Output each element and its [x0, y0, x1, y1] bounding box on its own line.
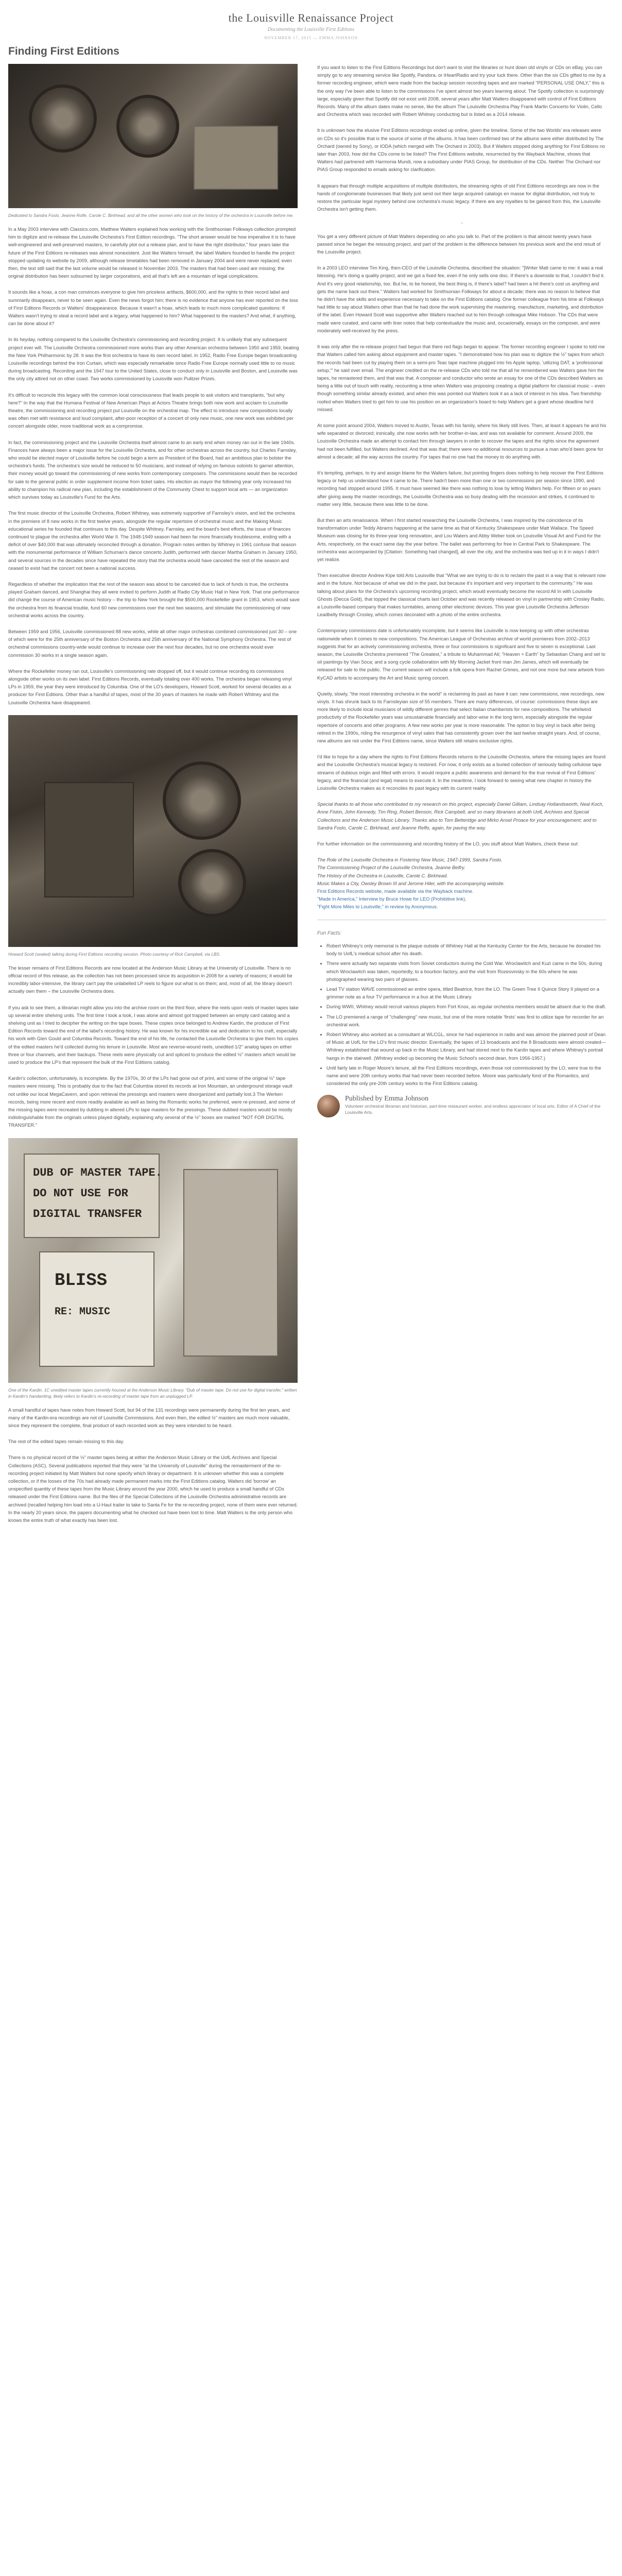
- fun-fact-item: • Lead TV station WAVE commissioned an entire opera, titled Beatrice, from the LO. The Green Tree II Quince Story II played on a grimmer note as a four TV performance in a bus at the Music Library.: [326, 986, 607, 1001]
- tape-box-handwriting: BLISS: [55, 1270, 108, 1291]
- paragraph: There is no physical record of the ½" master tapes being at either the Anderson Music Library or the UofL Archives and Special Collections (ASC). Several publications reported that they were "at the University of Louisville" during the remasterment of the re-recording project initiated by Matt Walters but none specify which library or department. It is unknown whether this was a complete collection, or if the losses of the 70s had already made permanent marks into the First Editions catalog. Walters did 'borrow' an unspecified quantity of these tapes from the Music Library around the year 2000, which he used to produce a small handful of CDs released under the First Editions name. But the files of the Special Collections of the Louisville Orchestra administrative records are archived (recalled helping him load into a U-Haul trailer to take to Santa Fe for the re-recording project, none of them were ever returned. In the nearly 20 years since, the papers documenting what he checked out have been lost to time. Matt Walters is the only person who knows the entire truth of what exactly has been lost.: [8, 1455, 298, 1523]
- paragraph: It's tempting, perhaps, to try and assign blame for the Walters failure, but pointing fingers does nothing to help recover the First Editions legacy or help us understand how it came to be. There hadn't been more than one or two commissions per season since 1990, and recording had stopped around 1995. It must have seemed like there was nothing to lose by letting Walters help. For fifteen or so years after giving away the master recordings, the Louisville Orchestra was so busy dealing with the recession and strikes, it continued to matter very little, because there was little to be done.: [317, 470, 603, 507]
- fun-fact-item: • Until fairly late in Roger Moore's tenure, all the First Editions recordings, even those not commissioned by the LO, were true to the name and were 20th century works that had never been recorded before. Moore was particularly fond of the Romantics, and considered the only pre-20th century works to the First Editions catalog.: [326, 1064, 607, 1088]
- paragraph: In a May 2003 interview with Classics.com, Matthew Walters explained how working with the Smithsonian Folkways collection prompted him to digitize and re-release the Louisville Orchestra's First Edition recordings. "The short answer would be how imperative it is to have well-engineered and well-preserved masters, to carefully plot out a release plan, and to have the right distributor," four years later the future of the First Editions re-releases was almost nonexistent. Just like Walters himself, the label Walters founded to handle the project stopped updating its website by 2009, although release timetables had been removed in January 2004 and were never replaced; even then, the text still said that the last volume would be released in November 2003. The masters that had been used are missing; the original distribution has been subsumed by larger corporations, and all that's left are a mountain of legal complications.: [8, 227, 296, 279]
- fun-facts-list: [317, 942, 607, 1088]
- further-reading-list: [317, 856, 607, 911]
- tape-machine-image: [194, 126, 278, 190]
- tape-box-handwriting: DIGITAL TRANSFER: [33, 1207, 142, 1221]
- tape-box-handwriting: DO NOT USE FOR: [33, 1187, 128, 1200]
- fun-fact-item: • Robert Whitney's only memorial is the plaque outside of Whitney Hall at the Kentucky Center for the Arts, because he donated his body to UofL's medical school after his death.: [326, 942, 607, 958]
- reading-item: The Commissioning Project of the Louisville Orchestra, Jeanne Belfry.: [317, 865, 465, 871]
- reading-item: The Role of the Louisville Orchestra in Fostering New Music, 1947-1999, Sandra Foslo.: [317, 857, 503, 863]
- reading-item: The History of the Orchestra in Louisville, Carole C. Birkhead.: [317, 873, 448, 878]
- paragraph: A small handful of tapes have notes from Howard Scott, but 94 of the 131 recordings were permanently during the first ten years, and many of the Kardin-era recordings are not of Louisville Commissions. And even then, the edited ½" masters are much more valuable, since they represent the complete, final product of each recorded work as they were intended to be heard.: [8, 1407, 290, 1429]
- paragraph: Regardless of whether the implication that the rest of the season was about to be canceled due to lack of funds is true, the orchestra played Graham danced, and Shanghai they all were invited to perform Judith at Radio City Music Hall in New York. That one performance did change the course of American music history – the trip to New York brought the $500,000 Rockefeller grant in 1953, which would save the orchestra from its financial trouble, fund 60 new commissions over the next two seasons, and stimulate the commissioning of new orchestral works across the country.: [8, 581, 300, 618]
- paragraph: Contemporary commissions date is unfortunately incomplete, but it seems like Louisville is now keeping up with other orchestras nationwide when it comes to new compositions. The American League of Orchestras archive of world premieres from 2002–2013 suggests that for an actively commissioning orchestra, three or four commissions is significant and five to seven is exceptional. Last season, the Louisville Orchestra premiered "The Greatest," a tribute to Muhammad Ali; "Heaven + Earth" by Sebastian Chang and set to oil paintings by Vian Soca; and a song cycle collaboration with My Morning Jacket front man Jim James, which will eventually be released for sale to the public. The current season will include a folk opera from Rachel Grimes, and not one more but new artwork from KyCAD artists to accompany the Art and Music spring concert.: [317, 628, 606, 681]
- paragraph: The lesser remains of First Editions Records are now located at the Anderson Music Library at the University of Louisville. There is no official record of this release, as the collection has not been processed since its acquisition in 2008 for a variety of reasons; it would be incredibly labor-intensive, the library can't pay the unlabelled LP reels to figure out what is on them; and, most of all, the library doesn't actually own them – the Louisville Orchestra does.: [8, 965, 292, 994]
- fun-fact-item: • During WWII, Whitney would recruit various players from Fort Knox, as regular orchestra members would be absent due to the draft.: [326, 1003, 607, 1011]
- photo3-caption: One of the Kardin. 1C unedited master tapes currently housed at the Anderson Music Library. "Dub of master tape. Do not use for digital transfer," written in Kardin's handwriting, likely refers to Kardin's re-recording of master tape from an unplugged LP.: [8, 1387, 297, 1399]
- left-column: [8, 64, 300, 1533]
- author-name[interactable]: Published by Emma Johnson: [345, 1095, 429, 1103]
- tape-reel-image: [116, 95, 179, 158]
- paragraph: At some point around 2004, Walters moved to Austin, Texas with his family, where his likely still lives. Then, at least it appears he and his wife separated or divorced; ironically, she now works with her brother-in-law, and was not available for comment. Around 2009, the Louisville Orchestra made an attempt to contact him through lawyers in order to recover the tapes and the rights since the agreement had not been fulfilled, but Walters declined. And that was that; there were no additional resources to pursue a man who'd been gone for almost a decade; all the way across the country. For tapes that no one had the money to do anything with.: [317, 422, 607, 460]
- site-header: [0, 0, 622, 45]
- reading-link[interactable]: First Editions Records website, made available via the Wayback machine.: [317, 889, 474, 894]
- paragraph: Kardin's collection, unfortunately, is incomplete. By the 1970s, 30 of the LPs had gone out of print, and some of the original ½" tape masters were missing. This is probably due to the fact that Columbia stored its records at Iron Mountain, an underground storage vault not unlike our local MegaCavern, and upon retrieval the pressings and masters were disorganized and partially lost.3 The Werken records, being more recent and more readily available as well as being the Romantic works he preferred, were re-pressed, and some of the missing tapes were recreated by dubbing in altered LPs to tape masters for the pressings. These dubbed masters would be mostly indistinguishable from the originals unless played digitally, explaining why several of the ½" boxes are marked "NOT FOR DIGITAL TRANSFER.": [8, 1076, 296, 1128]
- photo1-caption: Dedicated to Sandra Foslo, Jeanne Rolfe, Carole C. Birkhead, and all the other women who took on the history of the orchestra in Louisville before me.: [8, 213, 294, 218]
- site-title[interactable]: the Louisville Renaissance Project: [228, 11, 394, 24]
- paragraph: It's difficult to reconcile this legacy with the common local consciousness that leads people to ask visitors and transplants, "but why here?" In the way that the Humana Festival of New American Plays at Actors Theatre brings both new work and acclaim to Louisville theatre, the commissioning and recording project put Louisville on the orchestral map. The effect to introduce new compositions locally was often met with resistance and loud complaint, after-poor reception of a concert of only new music, one new work was exhibited per concert alongside older, more traditional work as a compromise.: [8, 392, 293, 429]
- reading-link[interactable]: "Fight More Miles to Louisville," in review by Anonymous.: [317, 904, 438, 910]
- paragraph: The rest of the edited tapes remain missing to this day.: [8, 1439, 125, 1445]
- page-title: Finding First Editions: [8, 45, 119, 57]
- paragraph: I'd like to hope for a day where the rights to First Editions Records returns to the Louisville Orchestra, where the missing tapes are found and the Louisville Orchestra's musical legacy is restored. For now, it only exists as a buried collection of seriously fading cellulose tape streams of dubious origin and filled with errors. It would require a public awareness and demand for the true revival of First Editions' legacy, and the financial (and legal) means to execute it. In the meantime, I look forward to seeing what new chapter in history the Louisville Orchestra makes as it reconciles its past legacy with its current reality.: [317, 754, 606, 791]
- tape-box-handwriting: RE: MUSIC: [55, 1306, 111, 1318]
- paragraph: You get a very different picture of Matt Walters depending on who you talk to. Part of the problem is that almost twenty years have passed since he began the reissuing project, and part of the problem is the difference between his previous work and the end result of the Louisville project.: [317, 233, 601, 255]
- paragraph: In its heyday, nothing compared to the Louisville Orchestra's commissioning and recording project. It is unlikely that any subsequent project ever will. The Louisville Orchestra commissioned more works than any other American orchestra between 1950 and 1959, beating the New York Philharmonic by 28. It was the first orchestra to have its own record label. In 1952, Radio Free Europe began broadcasting Louisville recordings behind the Iron Curtain, which was especially remarkable since Radio Free Europe normally used little to no music during broadcasting. Recording and the 1947 tour to the United States, close to conduct only in Louisville and Boston, and Louisville was the only city attired not on other coast. Two works commissioned by Louisville won Pulitzer Prizes.: [8, 337, 299, 382]
- photo-tape-boxes: [8, 1138, 298, 1383]
- paragraph: Where the Rockefeller money ran out, Louisville's commissioning rate dropped off, but it would continue recording its commissions alongside other works on its own label. First Editions Records, eventually totaling over 400 works. The orchestra began releasing vinyl LPs in 1959, the year they were introduced by Columbia. One of the LO's developers, Howard Scott, worked for several decades as a producer for First Editions. Other than a handful of tapes, most of the 30 years of masters he made with Robert Whitney and the Louisville Orchestra have disappeared.: [8, 668, 292, 705]
- tape-reel-image: [29, 84, 97, 152]
- paragraph: Then executive director Andrew Kipe told Arts Louisville that "What we are trying to do is to reclaim the past in a way that is relevant now and in the future. Not because of what we did in the past, but because it's important and very important to the community." He was talking about plans for the Orchestra's upcoming recording project, which would eventually become the record All In with Louisville Ghosts (Decca Gold), that topped the classical charts last October and was recently released on vinyl in partnership with Crosley Radio, a Louisville-based company that makes turntables, among other electronic devices. This year give Louisville Orchestra Jefferson Leadbelly through Crosley, which comes decorated with a photo of the entire orchestra.: [317, 573, 606, 618]
- paragraph: But then an arts renaissance. When I first started researching the Louisville Orchestra, I was inspired by the coincidence of its transformation under Teddy Abrams happening at the same time as that of Kentucky Shakespeare under Matt Wallace. The Speed Museum was closing for its three-year long renovation, and Lou Waters and Abby Weber took on Louisville Visual Art and Fund for the Arts, respectively, on the exact same day the year before. The ballet was performing for free in Central Park to Shakespeare. The orchestra was accompanied by [Citation: Something had changed], all over the city, and the orchestra was tied up in it in ways I didn't yet realize.: [317, 517, 601, 562]
- reading-link[interactable]: "Made in America," Interview by Bruce Howe for LEO (Prohibitive link).: [317, 896, 466, 902]
- paragraph: The first music director of the Louisville Orchestra, Robert Whitney, was extremely supportive of Farnsley's vision, and led the orchestra in the premiere of 8 new works in the first twelve years, alongside the regular repertoire of orchestral music and the Making Music educational series he founded that continues to this day. Despite Whitney, Farnsley, and the board's best efforts, the issue of finances continued to plague the orchestra after World War II. The 1948-1949 season had been far more financially troublesome, ending with a deficit of over $40,000 that was ultimately reconciled through a donation. Program notes written by Whitney in 1961 confuse that season with the monumental performance of William Schuman's dance concerto Judith, performed with dancer Martha Graham in January 1950, and several sources in the decades since have repeated the story that the orchestra would have canceled the rest of the season and ceased to exist had the concert not been a national success.: [8, 511, 298, 571]
- paragraph: It was only after the re-release project had begun that there red flags began to appear. The former recording engineer I spoke to told me that Walters called him asking about equipment and master tapes. "I demonstrated how his plan was to digitize the ½" tapes from which the records had been cut by playing them on a semi-pro Teac tape machine plugged into his Apple laptop, 'utilizing DAT, a 'professional setup,'" he said over email. The engineer credited on the re-release CDs who told me that all he remembered was Walters gave him the tapes, he remastered them, and that was that. A composer and conductor who wrote an essay for one of the CDs described Walters as being a little out of touch with reality, recounting a time when Walters was proposing creating a digital platform for classical music – even though something similar already existed, and when this was pointed out Walters took it as a lack of interest in his idea. Two friendship roofed when Walters tried to get him to use his position on an organization's board to help Walters get a grant whose deadline he'd missed.: [317, 344, 606, 412]
- fun-fact-item: • Robert Whitney also worked as a consultant at WLCGL, since he had experience in radio and was almost the planned posit of Dean of Music at UofL for the LO's first music director. Eventually, the tapes of 13 broadcasts and the 8 Broadcasts were almost created—Whitney established that wound up back in the Music Library, and had stored next to the Kardin tapes and where Whitney's portrait hangs in the stairwell. (Whitney ended up becoming the Music School's second dean, from 1956-1957.): [326, 1031, 607, 1062]
- author-bio: Volunteer orchestral librarian and historian, part-time restaurant worker, and endless appreciator of local arts. Editor of A Chief of the Louisville Arts.: [345, 1103, 601, 1115]
- avatar[interactable]: [317, 1095, 340, 1117]
- tape-reel-image: [178, 849, 246, 917]
- right-column: [317, 64, 607, 1533]
- paragraph: If you ask to see them, a librarian might allow you into the archive room on the third floor, where the reels upon reels of master tapes take up several entire shelving units. The first time I took a look, I was alone and almost got trapped between an empty card catalog and a shelving unit as I tried to decipher the writing on the tape boxes. These copies once belonged to Andrew Kardin, the producer of First Edition Records toward the end of the label's recording history. He was known for his incredible ear and dedication to his craft, especially his work with Glen Gould and Columbia Records. Toward the end of his life, he contacted the Louisville Orchestra to give them his copies of the edited masters he'd collected during his tenure in Louisville. Most are reverse-wound reels, unedited 1/2" analog tapes on either three or four channels, and their backups. These reels were physically cut and spliced to produce the edited ½" masters which would be used to produce the LP's that represent the bulk of the First Editions catalog.: [8, 1005, 299, 1065]
- acknowledgements: Special thanks to all those who contributed to my research on this project, especially Daniel Gilliam, Lindsay Hollandsworth, Neal Koch, Anne Fiskin, John Kennedy, Tim Ring, Robert Benson, Rick Campbell, and so many librarians at both UofL Archives and Special Collections and the Anderson Music Library. Thanks also to Tom Betteridge and Mirko Ansel Proace for your encouragement; and to Sandra Foslo, Carole C. Birkhead, and Jeanne Reffo, again, for paving the way.: [317, 802, 604, 831]
- further-reading-intro: For further information on the commissioning and recording history of the LO, you stuff about Matt Walters, check these out:: [317, 841, 579, 847]
- section-divider: ~: [460, 221, 463, 226]
- tape-box-handwriting: DUB OF MASTER TAPE.: [33, 1166, 162, 1179]
- fun-facts-heading: Fun Facts:: [317, 930, 342, 936]
- fun-fact-item: • The LO premiered a range of "challenging" new music, but one of the more notable 'firsts' was first to utilize tape for recorder for an orchestral work.: [326, 1013, 607, 1029]
- author-box: [317, 1095, 607, 1117]
- site-tagline: Documenting the Louisville First Editions: [267, 27, 355, 32]
- paragraph: It appears that through multiple acquisitions of multiple distributors, the streaming rights of old First Editions recordings are now in the hands of conglomerate businesses that likely just send out their large acquired catalogs en masse for digital distribution, not truly to restore the particular legal mystery behind one orchestra's music legacy. If there are any royalties to be gained from this, the Louisville Orchestra isn't getting them.: [317, 183, 601, 212]
- photo2-caption: Howard Scott (seated) talking during First Editions recording session. Photo courtesy of Rick Campbell, via LBS.: [8, 951, 221, 957]
- fun-fact-item: • There were actually two separate visits from Soviet conductors during the Cold War. Wroclawitch and Kuzi came in the 50s, during which Wroclawitch was taken, reportedly, to a bourbon factory, and the visit from Rozesvinsky in the 60s where he was photographed wearing two pairs of glasses.: [326, 960, 607, 984]
- paragraph: It is unknown how the elusive First Editions recordings ended up online, given the timeline. Some of the two Worlds' era releases were on CDs so it's possible that is the source of some of the albums. It has been confirmed two of the albums were either distributed by The Orchard (owned by Sony), or IODA (which merged with The Orchard in 2003). But if Walters stopped doing anything for First Editions no later than 2003, how did the CDs come to be listed? The First Editions website, resurrected by the Wayback Machine, shows that Walters had partnered with Harmonia Mundi, now a subsidiary under PIAS Group, for distribution of the CDs. Neither The Orchard nor PIAS Group responded to emails asking for clarification.: [317, 128, 606, 173]
- tape-box-stack-image: [183, 1169, 278, 1357]
- post-meta: NOVEMBER 17, 2015 — EMMA JOHNSON: [264, 36, 358, 40]
- paragraph: Quietly, slowly, "the most interesting orchestra in the world" is reclaiming its past as have it can: new commissions, new recordings, new vinyls. It has shrunk back to its Farnsleyian size of 55 members. There are many differences, of course: commissions these days are more likely to include local musicians of wildly different genres that select Italian chamberists for new compositions. The whirlwind productivity of the Rockefeller years was unsustainable financially and labor-wise in the long term, especially alongside the regular repertoire of concerts and other programs. A few new works per year is more reasonable. The option to buy vinyl is back after being retired in the 1990s, riding the resurgence of vinyl sales that has consistently grown over the last twelve straight years. And, of course, new albums are not under the First Editions name, since Walters still retains exclusive rights.: [317, 691, 604, 744]
- paragraph: It sounds like a hoax, a con man convinces everyone to give him priceless artifacts, $600,000, and the rights to their record label and summarily disappears, never to be seen again. Even the news forgot him; there is no evidence that anyone has ever reported on the loss of First Editions Records or Walters' disappearance. Because it wasn't a hoax, which leads to much more complicated questions: If Walters wasn't trying to steal a record label and a legacy, what happened to him? What happened to the masters? And what, if anything, can be done about it?: [8, 290, 298, 327]
- article-body: [0, 64, 622, 1533]
- paragraph: In fact, the commissioning project and the Louisville Orchestra itself almost came to an early end when money ran out in the late 1940s. Finances have always been a major issue for the Louisville Orchestra, and for other orchestras across the country, but Charles Farnsley, who would be elected mayor of Louisville before he could begin a term as President of the Board, had an ambitious plan to bolster the orchestra's funds. The orchestra's size would be reduced to 50 musicians, and instead of relying on famous soloists to garner attention, their money would go toward the commissioning of new works from contemporary composers. The commissions would then be recorded for sale to the general public in order supplement income from ticket sales. His election as mayor the following year only increased his ability to champion his radical new plan, including the establishment of the Community Chest to support local arts — an organization which survives today as Louisville's Fund for the Arts.: [8, 439, 297, 500]
- paragraph: In a 2003 LEO interview Tim King, then-CEO of the Louisville Orchestra, described the situation: "[Writer Matt came to me: it was a real blessing. He's doing a quality project, and we got a fixed fee, even if he only sells one disc. If there's a downside to that, I couldn't find it. And it's very good relationship, too. But he, to be honest, the best thing is, if there's label? had been a hit there's cost us anything and gets the name back out there." Walters had worked for Smithsonian Folkways for about a decade; there was no reason to believe that he didn't have the skills and experience necessary to take on the First Editions catalog. One former colleague from his time at Folkways had little to say about Walters other than that he had done the work supervising the mastering, manufacture, marketing, and distribution of the label. Even Howard Scott was supportive after Walters reached out to him through colleague Mike Hobson. The CDs that were made were curated, and came with liner notes that help contextualize the music and, occasionally, essays on the composer, and were moderately well-received by the press.: [317, 265, 605, 333]
- recording-console-image: [44, 782, 134, 897]
- photo-reel-to-reel: [8, 64, 298, 208]
- paragraph: Between 1959 and 1956, Louisville commissioned 88 new works, while all other major orchestras combined commissioned just 30 – one of which were for the 25th anniversary of the Boston Orchestra and 25th anniversary of the National Symphony Orchestra. The rest of orchestral commissions country-wide would continue to increase over the next four decades, but no one orchestra would ever commission 30 works in a single season again.: [8, 629, 297, 658]
- photo-howard-scott: [8, 715, 298, 947]
- tape-reel-image: [163, 761, 241, 840]
- paragraph: If you want to listen to the First Editions Recordings but don't want to visit the libraries or hunt down old vinyls or CDs on eBay, you can simply go to any streaming service like Spotify, Pandora, or iHeartRadio and try your luck there. Other than the six CDs gifted to me by a former recording engineer, which were made from the backup session recording tapes and are marked "PERSONAL USE ONLY," this is the only way I've been able to listen to the commissions I've spent almost two years learning about. The Spotify collection is surprisingly large, especially given that Spotify did not exist until 2008, several years after Matt Walters disappeared with control of First Editions Records. Many of the album dates make no sense, like the album The Louisville Orchestra Play Frank Martin Concerto for Violin, Cello and Orchestra which was recorded with Robert Whitney conducting but is listed as a 2014 release.: [317, 65, 606, 117]
- reading-item: Music Makes a City, Owsley Brown III and Jerome Hiler, with the accompanying website.: [317, 880, 505, 886]
